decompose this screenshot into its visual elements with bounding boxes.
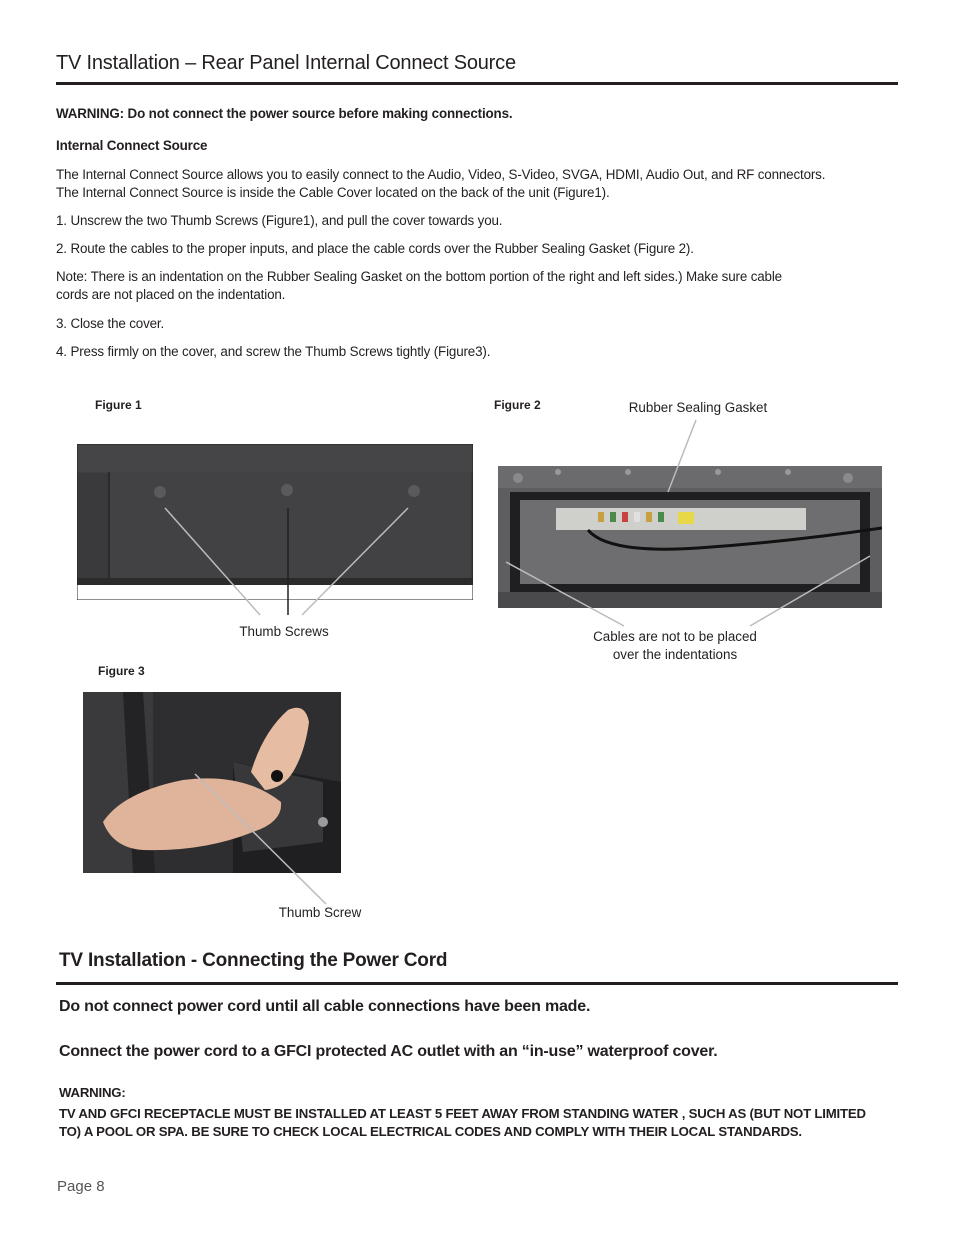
step-4: 4. Press firmly on the cover, and screw the Thumb Screws tightly (Figure3).: [56, 344, 491, 359]
step-2: 2. Route the cables to the proper inputs, and place the cable cords over the Rubber Sealing Gasket (Figure 2).: [56, 241, 694, 256]
cables-not-placed-label-line1: Cables are not to be placed: [593, 629, 757, 644]
thumb-screw-label: Thumb Screw: [278, 905, 362, 920]
step-3: 3. Close the cover.: [56, 316, 165, 331]
warning-text: WARNING: Do not connect the power source before making connections.: [56, 106, 513, 121]
figure-1-caption: Figure 1: [95, 398, 142, 412]
warning-line-2: TO) A POOL OR SPA. BE SURE TO CHECK LOCAL ELECTRICAL CODES AND COMPLY WITH THEIR LOCAL STANDARDS.: [59, 1124, 802, 1139]
section-divider-2: [56, 982, 898, 985]
thumb-screws-label: Thumb Screws: [239, 624, 329, 639]
note-line-2: cords are not placed on the indentation.: [56, 287, 286, 302]
figure-2-callout-lines: [500, 416, 880, 630]
figure-1-callout-lines: [160, 500, 420, 620]
note-line-1: Note: There is an indentation on the Rubber Sealing Gasket on the bottom portion of the right and left sides.) Make sure cable: [56, 269, 782, 284]
subheading-internal-connect: Internal Connect Source: [56, 138, 208, 153]
page-number: Page 8: [57, 1178, 105, 1195]
figure-3-caption: Figure 3: [98, 664, 145, 678]
rubber-sealing-gasket-label: Rubber Sealing Gasket: [628, 400, 768, 415]
section-title-rear-panel: TV Installation – Rear Panel Internal Connect Source: [56, 52, 516, 74]
power-cord-instruction-1: Do not connect power cord until all cable connections have been made.: [59, 998, 591, 1015]
section-divider: [56, 82, 898, 85]
step-1: 1. Unscrew the two Thumb Screws (Figure1), and pull the cover towards you.: [56, 213, 503, 228]
intro-line-1: The Internal Connect Source allows you to easily connect to the Audio, Video, S-Video, SVGA, HDMI, Audio Out, and RF connectors.: [56, 167, 826, 182]
figure-3-callout-line: [180, 770, 340, 910]
figure-2-caption: Figure 2: [494, 398, 541, 412]
warning-line-1: TV AND GFCI RECEPTACLE MUST BE INSTALLED AT LEAST 5 FEET AWAY FROM STANDING WATER , SUCH AS (BUT NOT LIMITED: [59, 1106, 866, 1121]
intro-line-2: The Internal Connect Source is inside the Cable Cover located on the back of the unit (Figure1).: [56, 185, 610, 200]
power-cord-instruction-2: Connect the power cord to a GFCI protected AC outlet with an “in-use” waterproof cover.: [59, 1043, 718, 1060]
section-title-power-cord: TV Installation - Connecting the Power Cord: [59, 950, 448, 971]
cables-not-placed-label-line2: over the indentations: [612, 647, 738, 662]
warning-label: WARNING:: [59, 1085, 126, 1100]
